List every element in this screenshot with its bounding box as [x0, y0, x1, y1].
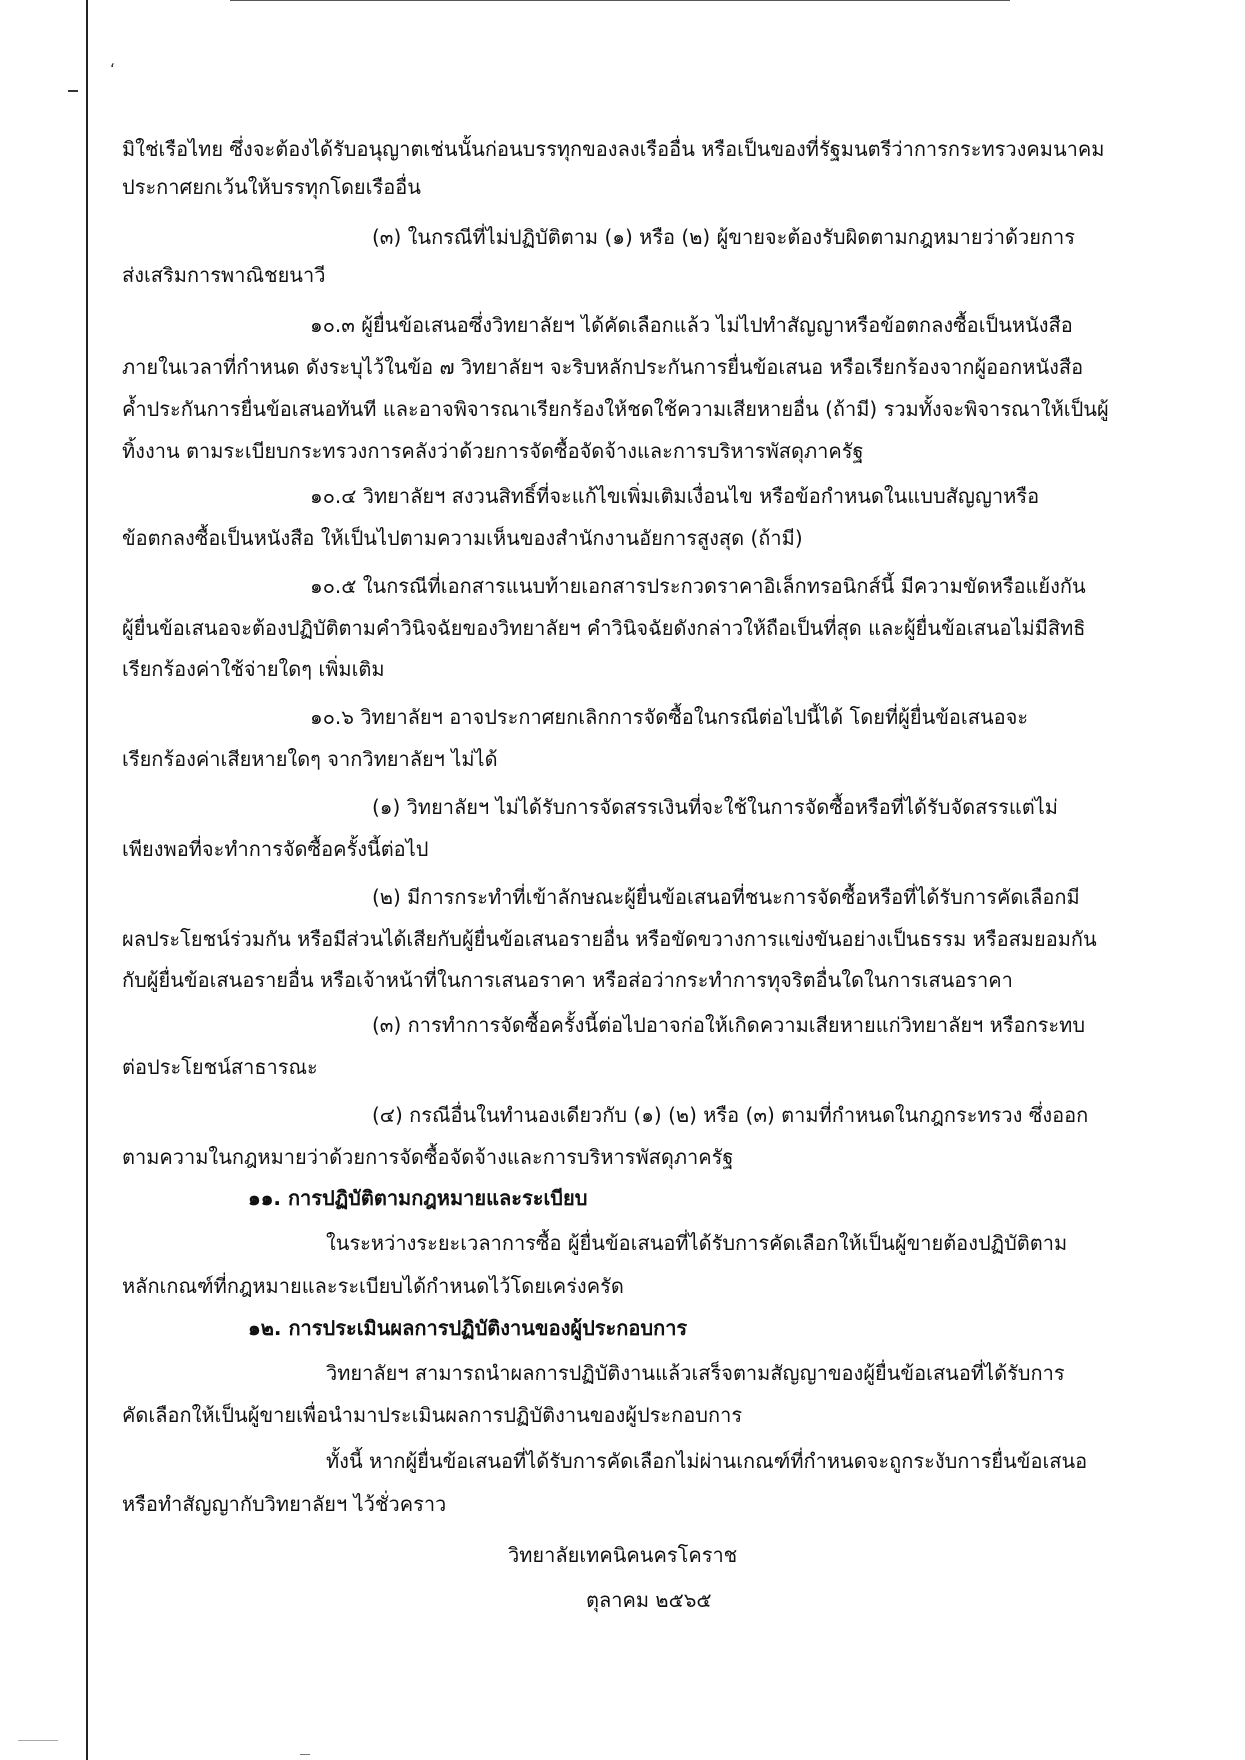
- section-heading-11: ๑๑. การปฏิบัติตามกฎหมายและระเบียบ: [248, 1186, 588, 1210]
- paragraph-line: ทั้งนี้ หากผู้ยื่นข้อเสนอที่ได้รับการคัดเลือกไม่ผ่านเกณฑ์ที่กำหนดจะถูกระงับการยื่นข้อเสนอ: [326, 1449, 1088, 1473]
- clause-item-1: (๑) วิทยาลัยฯ ไม่ได้รับการจัดสรรเงินที่จะใช้ในการจัดซื้อหรือที่ได้รับจัดสรรแต่ไม่: [372, 795, 1058, 819]
- signature-organization: วิทยาลัยเทคนิคนครโคราช: [508, 1543, 738, 1567]
- paragraph-line: เรียกร้องค่าเสียหายใดๆ จากวิทยาลัยฯ ไม่ได้: [122, 747, 498, 771]
- paragraph-line: คัดเลือกให้เป็นผู้ขายเพื่อนำมาประเมินผลการปฏิบัติงานของผู้ประกอบการ: [122, 1403, 743, 1427]
- paragraph-line: เรียกร้องค่าใช้จ่ายใดๆ เพิ่มเติม: [122, 657, 385, 681]
- paragraph-line: ผลประโยชน์ร่วมกัน หรือมีส่วนได้เสียกับผู้ยื่นข้อเสนอรายอื่น หรือขัดขวางการแข่งขันอย่างเป็นธรรม หรือสมยอมกัน: [122, 927, 1097, 951]
- paragraph-line: ประกาศยกเว้นให้บรรทุกโดยเรืออื่น: [122, 175, 421, 199]
- paragraph-line: มิใช่เรือไทย ซึ่งจะต้องได้รับอนุญาตเช่นนั้นก่อนบรรทุกของลงเรืออื่น หรือเป็นของที่รัฐมนตรีว่าการกระทรวงคมนาคม: [122, 137, 1105, 161]
- paragraph-line: ทิ้งงาน ตามระเบียบกระทรวงการคลังว่าด้วยการจัดซื้อจัดจ้างและการบริหารพัสดุภาครัฐ: [122, 439, 864, 463]
- section-heading-12: ๑๒. การประเมินผลการปฏิบัติงานของผู้ประกอบการ: [248, 1316, 688, 1340]
- paragraph-line: ส่งเสริมการพาณิชยนาวี: [122, 263, 326, 287]
- paragraph-line: ในระหว่างระยะเวลาการซื้อ ผู้ยื่นข้อเสนอที่ได้รับการคัดเลือกให้เป็นผู้ขายต้องปฏิบัติตาม: [326, 1231, 1068, 1255]
- paragraph-line: วิทยาลัยฯ สามารถนำผลการปฏิบัติงานแล้วเสร็จตามสัญญาของผู้ยื่นข้อเสนอที่ได้รับการ: [326, 1361, 1065, 1385]
- paragraph-line: ค้ำประกันการยื่นข้อเสนอทันที และอาจพิจารณาเรียกร้องให้ชดใช้ความเสียหายอื่น (ถ้ามี) รวมทั้งจะพิจารณาให้เป็นผู้: [122, 397, 1109, 421]
- paragraph-line: หลักเกณฑ์ที่กฎหมายและระเบียบได้กำหนดไว้โดยเคร่งครัด: [122, 1274, 624, 1298]
- clause-item-2: (๒) มีการกระทำที่เข้าลักษณะผู้ยื่นข้อเสนอที่ชนะการจัดซื้อหรือที่ได้รับการคัดเลือกมี: [372, 885, 1080, 909]
- paragraph-line: กับผู้ยื่นข้อเสนอรายอื่น หรือเจ้าหน้าที่ในการเสนอราคา หรือส่อว่ากระทำการทุจริตอื่นใดในการเสนอราคา: [122, 968, 1013, 992]
- paragraph-line: หรือทำสัญญากับวิทยาลัยฯ ไว้ชั่วคราว: [122, 1492, 447, 1516]
- paragraph-line: ตามความในกฎหมายว่าด้วยการจัดซื้อจัดจ้างและการบริหารพัสดุภาครัฐ: [122, 1145, 734, 1169]
- paragraph-line: ต่อประโยชน์สาธารณะ: [122, 1055, 318, 1079]
- paragraph-line: ภายในเวลาที่กำหนด ดังระบุไว้ในข้อ ๗ วิทยาลัยฯ จะริบหลักประกันการยื่นข้อเสนอ หรือเรียกร้องจากผู้ออกหนังสือ: [122, 355, 1084, 379]
- signature-date: ตุลาคม ๒๕๖๕: [586, 1588, 712, 1612]
- clause-item-3: (๓) ในกรณีที่ไม่ปฏิบัติตาม (๑) หรือ (๒) ผู้ขายจะต้องรับผิดตามกฎหมายว่าด้วยการ: [372, 225, 1076, 249]
- paragraph-line: ข้อตกลงซื้อเป็นหนังสือ ให้เป็นไปตามความเห็นของสำนักงานอัยการสูงสุด (ถ้ามี): [122, 526, 803, 550]
- clause-item-4: (๔) กรณีอื่นในทำนองเดียวกับ (๑) (๒) หรือ (๓) ตามที่กำหนดในกฎกระทรวง ซึ่งออก: [372, 1103, 1089, 1127]
- clause-10-5: ๑๐.๕ ในกรณีที่เอกสารแนบท้ายเอกสารประกวดราคาอิเล็กทรอนิกส์นี้ มีความขัดหรือแย้งกัน: [310, 574, 1086, 598]
- clause-10-4: ๑๐.๔ วิทยาลัยฯ สงวนสิทธิ์ที่จะแก้ไขเพิ่มเติมเงื่อนไข หรือข้อกำหนดในแบบสัญญาหรือ: [310, 484, 1040, 508]
- paragraph-line: ผู้ยื่นข้อเสนอจะต้องปฏิบัติตามคำวินิจฉัยของวิทยาลัยฯ คำวินิจฉัยดังกล่าวให้ถือเป็นที่สุด และผู้ยื่นข้อเสนอไม่มีสิทธิ: [122, 616, 1086, 640]
- scan-speck: ʻ: [110, 60, 116, 79]
- clause-10-6: ๑๐.๖ วิทยาลัยฯ อาจประกาศยกเลิกการจัดซื้อในกรณีต่อไปนี้ได้ โดยที่ผู้ยื่นข้อเสนอจะ: [310, 705, 1029, 729]
- paragraph-line: เพียงพอที่จะทำการจัดซื้อครั้งนี้ต่อไป: [122, 837, 429, 861]
- clause-10-3: ๑๐.๓ ผู้ยื่นข้อเสนอซึ่งวิทยาลัยฯ ได้คัดเลือกแล้ว ไม่ไปทำสัญญาหรือข้อตกลงซื้อเป็นหนังสือ: [310, 313, 1073, 337]
- clause-item-3: (๓) การทำการจัดซื้อครั้งนี้ต่อไปอาจก่อให้เกิดความเสียหายแก่วิทยาลัยฯ หรือกระทบ: [372, 1013, 1086, 1037]
